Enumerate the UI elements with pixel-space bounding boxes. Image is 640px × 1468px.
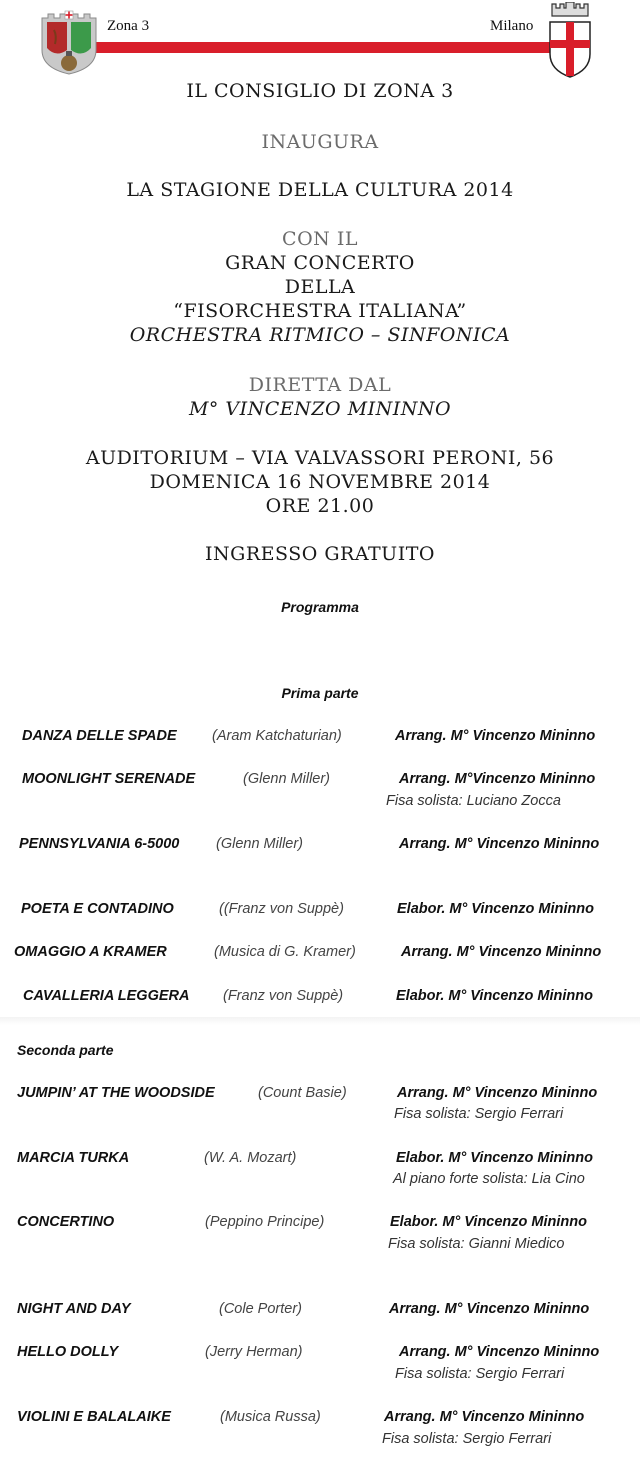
piece-arrangement: Arrang. M° Vincenzo Mininno [399,1344,600,1360]
piece-composer: (Musica di G. Kramer) [214,944,356,960]
heading-gran-concerto: GRAN CONCERTO [225,252,415,274]
milano-label: Milano [490,18,534,34]
piece-title: JUMPIN’ AT THE WOODSIDE [17,1085,215,1101]
piece-soloist: Fisa solista: Sergio Ferrari [395,1366,565,1382]
zona3-coat-of-arms-icon [40,10,98,76]
piece-composer: (Glenn Miller) [216,836,304,852]
piece-soloist: Al piano forte solista: Lia Cino [393,1171,585,1187]
piece-title: MARCIA TURKA [17,1150,130,1166]
piece-arrangement: Arrang. M°Vincenzo Mininno [399,771,596,787]
piece-title: PENNSYLVANIA 6-5000 [19,836,180,852]
piece-composer: (Cole Porter) [219,1301,302,1317]
piece-composer: (Count Basie) [258,1085,347,1101]
piece-arrangement: Arrang. M° Vincenzo Mininno [389,1301,590,1317]
time: ORE 21.00 [265,495,375,517]
piece-arrangement: Arrang. M° Vincenzo Mininno [395,728,596,744]
piece-arrangement: Elabor. M° Vincenzo Mininno [390,1214,587,1230]
piece-composer: (Franz von Suppè) [223,988,344,1004]
part1-label: Prima parte [281,685,359,701]
heading-orchestra: ORCHESTRA RITMICO – SINFONICA [129,324,511,346]
piece-arrangement: Arrang. M° Vincenzo Mininno [397,1085,598,1101]
piece-composer: (Musica Russa) [220,1409,321,1425]
piece-arrangement: Arrang. M° Vincenzo Mininno [399,836,600,852]
piece-title: CONCERTINO [17,1214,115,1230]
entry-free: INGRESSO GRATUITO [205,543,435,565]
piece-composer: (Glenn Miller) [243,771,331,787]
piece-title: VIOLINI E BALALAIKE [17,1409,171,1425]
heading-stagione: LA STAGIONE DELLA CULTURA 2014 [126,179,514,201]
milano-coat-of-arms-icon [548,2,592,78]
piece-arrangement: Arrang. M° Vincenzo Mininno [401,944,602,960]
section-divider [0,1017,640,1025]
part2-label: Seconda parte [17,1042,114,1058]
piece-soloist: Fisa solista: Gianni Miedico [388,1236,565,1252]
venue: AUDITORIUM – VIA VALVASSORI PERONI, 56 [85,447,555,469]
piece-composer: (Aram Katchaturian) [212,728,342,744]
piece-title: HELLO DOLLY [17,1344,119,1360]
piece-title: MOONLIGHT SERENADE [22,771,196,787]
piece-composer: ((Franz von Suppè) [219,901,344,917]
piece-soloist: Fisa solista: Sergio Ferrari [382,1431,552,1447]
piece-soloist: Fisa solista: Luciano Zocca [386,793,561,809]
date: DOMENICA 16 NOVEMBRE 2014 [149,471,491,493]
piece-composer: (W. A. Mozart) [204,1150,297,1166]
heading-diretta: DIRETTA DAL [248,374,392,396]
heading-conductor: M° VINCENZO MININNO [188,398,452,420]
heading-consiglio: IL CONSIGLIO DI ZONA 3 [186,80,454,102]
piece-title: NIGHT AND DAY [17,1301,131,1317]
piece-arrangement: Arrang. M° Vincenzo Mininno [384,1409,585,1425]
heading-fisorchestra: “FISORCHESTRA ITALIANA” [173,300,467,322]
heading-con-il: CON IL [282,228,358,250]
piece-title: POETA E CONTADINO [21,901,174,917]
piece-composer: (Peppino Principe) [205,1214,325,1230]
piece-soloist: Fisa solista: Sergio Ferrari [394,1106,564,1122]
heading-della: DELLA [284,276,356,298]
zona3-label: Zona 3 [107,18,150,34]
piece-arrangement: Elabor. M° Vincenzo Mininno [397,901,594,917]
piece-title: OMAGGIO A KRAMER [14,944,167,960]
header-red-bar [80,42,570,53]
piece-title: CAVALLERIA LEGGERA [23,988,190,1004]
piece-title: DANZA DELLE SPADE [22,728,177,744]
heading-inaugura: INAUGURA [261,131,379,153]
piece-composer: (Jerry Herman) [205,1344,303,1360]
piece-arrangement: Elabor. M° Vincenzo Mininno [396,1150,593,1166]
piece-arrangement: Elabor. M° Vincenzo Mininno [396,988,593,1004]
program-label: Programma [281,599,359,615]
